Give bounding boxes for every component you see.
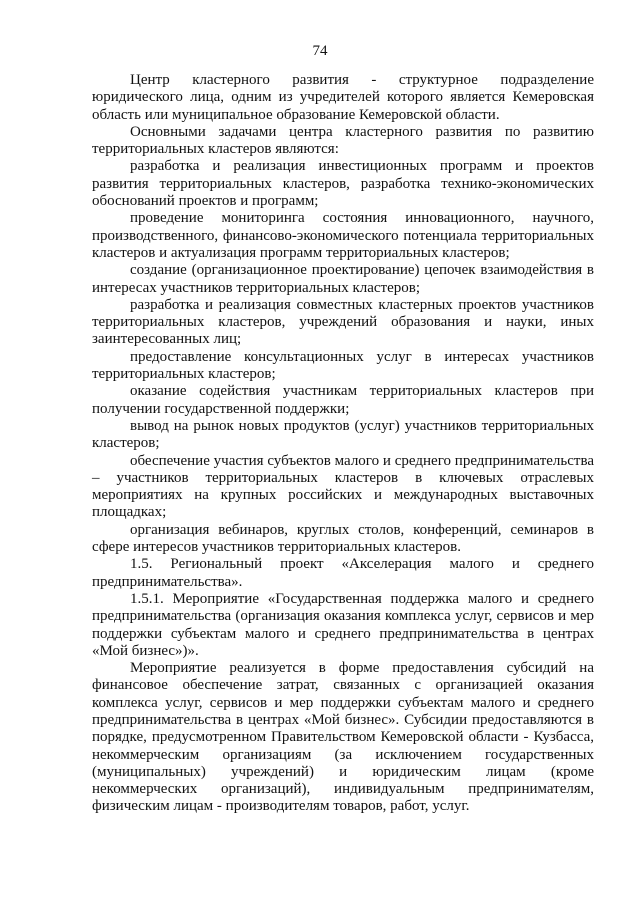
paragraph-task-monitoring: проведение мониторинга состояния инновационного, научного, производственного, финансово-экономического потенциала территориальных кластеров и актуализация программ территориальных кластеров; (92, 210, 594, 261)
paragraph-task-webinars: организация вебинаров, круглых столов, конференций, семинаров в сфере интересов участников территориальных кластеров. (92, 521, 594, 556)
paragraph-task-consulting: предоставление консультационных услуг в интересах участников территориальных кластеров; (92, 348, 594, 383)
section-heading-1-5-1: 1.5.1. Мероприятие «Государственная поддержка малого и среднего предпринимательства (организация оказания комплекса услуг, сервисов и мер поддержки субъектам малого и среднего предпринимательства в центрах «Мой бизнес»)». (92, 590, 594, 659)
section-heading-1-5: 1.5. Региональный проект «Акселерация малого и среднего предпринимательства». (92, 556, 594, 590)
paragraph-task-investment-programs: разработка и реализация инвестиционных программ и проектов развития территориальных кластеров, разработка технико-экономических обоснований проектов и программ; (92, 158, 594, 210)
page-number: 74 (312, 43, 328, 59)
paragraph-task-joint-projects: разработка и реализация совместных кластерных проектов участников территориальных кластеров, учреждений образования и науки, иных заинтересованных лиц; (92, 296, 594, 348)
paragraph-main-tasks-intro: Основными задачами центра кластерного развития по развитию территориальных кластеров являются: (92, 123, 594, 158)
paragraph-task-market-launch: вывод на рынок новых продуктов (услуг) участников территориальных кластеров; (92, 417, 594, 452)
paragraph-cluster-center-definition: Центр кластерного развития - структурное подразделение юридического лица, одним из учредителей которого является Кемеровская область или муниципальное образование Кемеровской области. (92, 72, 594, 123)
document-body (92, 72, 594, 816)
paragraph-task-exhibitions: обеспечение участия субъектов малого и среднего предпринимательства – участников территориальных кластеров в ключевых отраслевых мероприятиях на крупных российских и международных выставочных площадках; (92, 452, 594, 521)
paragraph-task-interaction-chains: создание (организационное проектирование) цепочек взаимодействия в интересах участников территориальных кластеров; (92, 262, 594, 296)
paragraph-task-state-support: оказание содействия участникам территориальных кластеров при получении государственной поддержки; (92, 383, 594, 417)
paragraph-subsidies: Мероприятие реализуется в форме предоставления субсидий на финансовое обеспечение затрат, связанных с организацией оказания комплекса услуг, сервисов и мер поддержки субъектам малого и среднего предпринимательства в центрах «Мой бизнес». Субсидии предоставляются в порядке, предусмотренном Правительством Кемеровской области - Кузбасса, некоммерческим организациям (за исключением государственных (муниципальных) учреждений) и юридическим лицам (кроме некоммерческих организаций), индивидуальным предпринимателям, физическим лицам - производителям товаров, работ, услуг. (92, 660, 594, 815)
